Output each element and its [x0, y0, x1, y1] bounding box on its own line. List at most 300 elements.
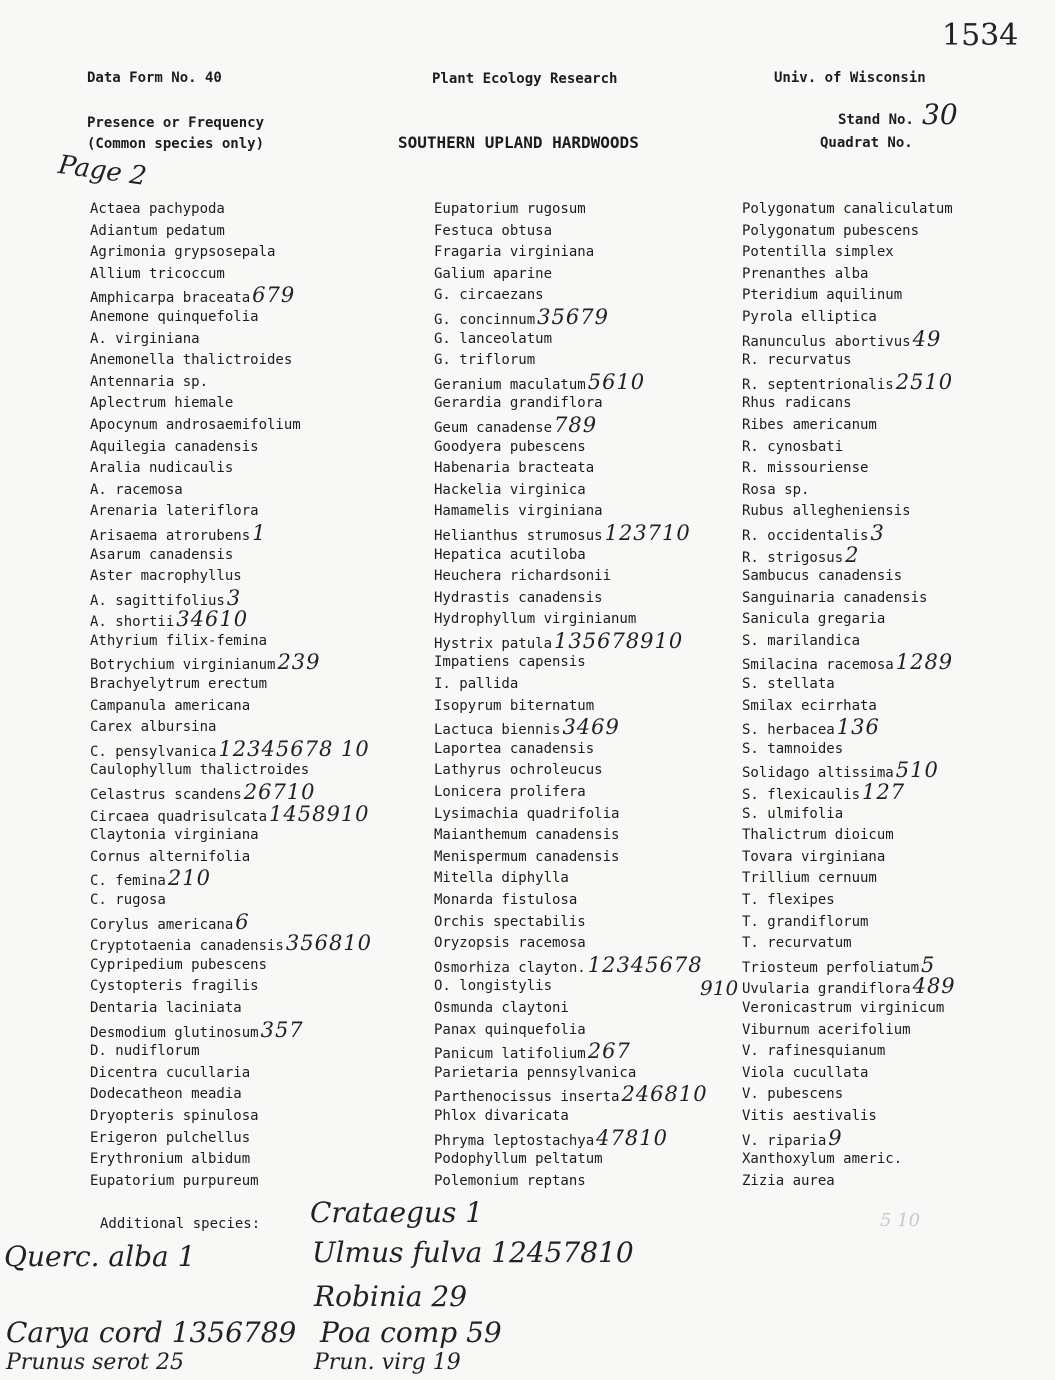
species-name: D. nudiflorum	[90, 1043, 200, 1060]
species-name: Rosa sp.	[742, 481, 810, 498]
species-name: Aster macrophyllus	[90, 568, 242, 585]
species-name: Carex albursina	[90, 719, 217, 736]
species-row	[742, 480, 956, 502]
species-name: Cornus alternifolia	[90, 848, 251, 865]
frequency-marks: 246810	[621, 1082, 708, 1107]
species-row	[742, 1106, 956, 1128]
species-name: V. riparia	[742, 1132, 827, 1149]
species-row	[742, 609, 956, 631]
species-row	[90, 350, 372, 372]
species-row	[434, 242, 708, 264]
frequency-marks: 3	[226, 585, 242, 610]
species-name: Sanicula gregaria	[742, 611, 886, 628]
species-name: Isopyrum biternatum	[434, 697, 595, 714]
species-row	[742, 890, 956, 912]
species-name: Panax quinquefolia	[434, 1021, 586, 1038]
species-name: Hydrophyllum virginianum	[434, 611, 637, 628]
species-name: Mitella diphylla	[434, 870, 569, 887]
species-name: G. lanceolatum	[434, 330, 553, 347]
frequency-marks: 239	[277, 650, 321, 675]
species-name: Zizia aurea	[742, 1172, 835, 1189]
species-row	[434, 804, 708, 826]
species-row	[434, 976, 708, 998]
species-row	[90, 696, 372, 718]
species-name: Cystopteris fragilis	[90, 978, 259, 995]
species-name: Smilax ecirrhata	[742, 697, 877, 714]
frequency-marks: 357	[260, 1017, 304, 1042]
species-name: Phryma leptostachya	[434, 1132, 595, 1149]
species-row	[434, 717, 708, 739]
species-column-1	[90, 199, 372, 1192]
species-name: Smilacina racemosa	[742, 657, 894, 674]
species-row	[434, 847, 708, 869]
species-name: Vitis aestivalis	[742, 1107, 877, 1124]
species-name: Orchis spectabilis	[434, 913, 586, 930]
species-name: S. stellata	[742, 676, 835, 693]
species-name: Festuca obtusa	[434, 222, 553, 239]
species-row	[742, 199, 956, 221]
species-name: Dentaria laciniata	[90, 999, 242, 1016]
species-column-3	[742, 199, 956, 1192]
species-name: Dicentra cucullaria	[90, 1064, 251, 1081]
species-name: R. septentrionalis	[742, 376, 894, 393]
species-row	[90, 1106, 372, 1128]
species-name: Celastrus scandens	[90, 787, 242, 804]
species-row	[90, 801, 372, 826]
species-row	[90, 480, 372, 502]
species-name: R. occidentalis	[742, 527, 869, 544]
additional-entry: Ulmus fulva 12457810	[312, 1236, 634, 1269]
species-row	[90, 909, 372, 934]
species-row	[742, 1149, 956, 1171]
species-name: T. grandiflorum	[742, 913, 869, 930]
species-name: Anemonella thalictroides	[90, 352, 293, 369]
species-name: Anemone quinquefolia	[90, 308, 259, 325]
species-name: Caulophyllum thalictroides	[90, 762, 310, 779]
quadrat-label: Quadrat No.	[820, 135, 913, 151]
species-name: Circaea quadrisulcata	[90, 808, 268, 825]
species-row	[742, 415, 956, 437]
page-note: Page 2	[56, 149, 149, 193]
species-name: A. shortii	[90, 614, 175, 631]
species-row	[742, 393, 956, 415]
species-row	[90, 307, 372, 329]
frequency-marks: 35679	[537, 304, 609, 329]
species-name: Actaea pachypoda	[90, 201, 225, 217]
species-name: O. longistylis	[434, 978, 553, 995]
species-name: Geum canadense	[434, 419, 553, 436]
species-row	[742, 566, 956, 588]
species-row	[434, 739, 708, 761]
species-name: Aplectrum hiemale	[90, 395, 234, 412]
species-name: S. flexicaulis	[742, 787, 861, 804]
species-row	[90, 585, 372, 610]
species-name: Eupatorium rugosum	[434, 201, 586, 217]
species-row	[434, 952, 708, 977]
species-name: Hackelia virginica	[434, 481, 586, 498]
species-row	[434, 264, 708, 286]
species-name: Asarum canadensis	[90, 546, 234, 563]
species-name: Erythronium albidum	[90, 1151, 251, 1168]
species-name: Adiantum pedatum	[90, 222, 225, 239]
species-row	[434, 350, 708, 372]
species-name: Rubus allegheniensis	[742, 503, 911, 520]
species-name: C. femina	[90, 873, 166, 890]
species-row	[90, 545, 372, 567]
species-name: Athyrium filix-femina	[90, 632, 268, 649]
species-row	[434, 588, 708, 610]
species-row	[742, 825, 956, 847]
species-row	[742, 542, 956, 567]
species-row	[434, 609, 708, 631]
species-name: Sambucus canadensis	[742, 568, 903, 585]
species-name: Fragaria virginiana	[434, 244, 595, 261]
species-row	[434, 437, 708, 459]
species-row	[742, 242, 956, 264]
species-name: Geranium maculatum	[434, 376, 586, 393]
species-name: Solidago altissima	[742, 765, 894, 782]
frequency-marks: 135678910	[554, 628, 684, 653]
species-name: Osmunda claytoni	[434, 999, 569, 1016]
additional-entry: Poa comp 59	[320, 1316, 502, 1349]
species-row	[90, 415, 372, 437]
species-name: Botrychium virginianum	[90, 657, 276, 674]
species-row	[90, 976, 372, 998]
species-row	[434, 890, 708, 912]
species-row	[742, 369, 956, 394]
species-name: Cryptotaenia canadensis	[90, 938, 284, 955]
species-name: Habenaria bracteata	[434, 460, 595, 477]
species-row	[434, 501, 708, 523]
species-name: Ranunculus abortivus	[742, 333, 911, 350]
species-name: Sanguinaria canadensis	[742, 589, 928, 606]
species-row	[434, 998, 708, 1020]
species-name: T. recurvatum	[742, 935, 852, 952]
species-name: Thalictrum dioicum	[742, 827, 894, 844]
species-row	[434, 782, 708, 804]
species-name: C. pensylvanica	[90, 743, 217, 760]
species-name: Trillium cernuum	[742, 870, 877, 887]
species-name: Antennaria sp.	[90, 373, 209, 390]
species-row	[742, 221, 956, 243]
frequency-marks: 1458910	[269, 801, 370, 826]
species-name: Hystrix patula	[434, 635, 553, 652]
species-name: Podophyllum peltatum	[434, 1151, 603, 1168]
species-row	[434, 329, 708, 351]
species-name: Parthenocissus inserta	[434, 1089, 620, 1106]
species-row	[434, 412, 708, 437]
frequency-marks: 3469	[562, 715, 620, 740]
species-row	[434, 1020, 708, 1042]
species-row	[742, 847, 956, 869]
species-row	[742, 458, 956, 480]
species-row	[90, 1128, 372, 1150]
species-name: R. cynosbati	[742, 438, 844, 455]
species-row	[90, 393, 372, 415]
species-row	[434, 912, 708, 934]
species-name: S. tamnoides	[742, 740, 844, 757]
species-name: S. herbacea	[742, 722, 835, 739]
species-row	[434, 199, 708, 221]
species-row	[90, 998, 372, 1020]
faint-mark: 5 10	[880, 1210, 921, 1231]
species-row	[742, 804, 956, 826]
species-row	[90, 1084, 372, 1106]
species-name: Oryzopsis racemosa	[434, 935, 586, 952]
species-row	[742, 631, 956, 653]
species-row	[90, 1017, 372, 1042]
species-row	[434, 393, 708, 415]
species-name: Dryopteris spinulosa	[90, 1107, 259, 1124]
frequency-marks: 12345678	[587, 952, 703, 977]
research-heading: Plant Ecology Research	[432, 71, 618, 87]
species-name: G. circaezans	[434, 287, 544, 304]
species-name: Lonicera prolifera	[434, 784, 586, 801]
frequency-marks: 2	[845, 542, 860, 567]
frequency-marks: 136	[836, 715, 880, 740]
species-row	[434, 1041, 708, 1063]
frequency-marks: 26710	[243, 780, 316, 805]
form-number: Data Form No. 40	[87, 70, 222, 86]
species-name: Rhus radicans	[742, 395, 852, 412]
species-name: Cypripedium pubescens	[90, 956, 268, 973]
species-column-2	[434, 199, 708, 1192]
species-name: Lathyrus ochroleucus	[434, 762, 603, 779]
species-row	[742, 674, 956, 696]
species-name: Erigeron pulchellus	[90, 1129, 251, 1146]
species-name: R. strigosus	[742, 549, 844, 566]
species-name: T. flexipes	[742, 892, 835, 908]
frequency-marks: 6	[235, 909, 250, 934]
species-name: Maianthemum canadensis	[434, 827, 620, 844]
species-name: Gerardia grandiflora	[434, 395, 603, 412]
species-name: Parietaria pennsylvanica	[434, 1064, 637, 1081]
additional-entry: Crataegus 1	[310, 1196, 484, 1229]
species-row	[742, 264, 956, 286]
additional-entry: Prunus serot 25	[6, 1350, 185, 1375]
species-row	[742, 976, 956, 998]
species-name: Desmodium glutinosum	[90, 1024, 259, 1041]
species-row	[434, 1125, 708, 1150]
species-row	[742, 437, 956, 459]
species-row	[90, 264, 372, 286]
species-name: Heuchera richardsonii	[434, 568, 612, 585]
species-row	[742, 350, 956, 372]
frequency-marks: 1289	[895, 650, 954, 675]
osmorhiza-extra-marks: 910	[700, 976, 739, 1000]
frequency-marks: 123710	[604, 520, 691, 545]
species-name: Uvularia grandiflora	[742, 981, 911, 998]
species-row	[742, 760, 956, 782]
catalog-number: 1534	[942, 18, 1019, 53]
species-name: Allium tricoccum	[90, 265, 225, 282]
species-row	[90, 674, 372, 696]
species-name: S. marilandica	[742, 632, 861, 649]
species-name: Hepatica acutiloba	[434, 546, 586, 563]
species-row	[742, 1171, 956, 1193]
species-row	[90, 782, 372, 804]
species-name: Eupatorium purpureum	[90, 1172, 259, 1189]
frequency-marks: 267	[587, 1039, 631, 1064]
frequency-marks: 9	[828, 1125, 843, 1150]
species-name: Agrimonia grypsosepala	[90, 244, 276, 261]
species-row	[90, 520, 372, 545]
frequency-marks: 34610	[176, 607, 249, 632]
species-name: Polemonium reptans	[434, 1172, 586, 1189]
species-row	[90, 221, 372, 243]
species-name: Hamamelis virginiana	[434, 503, 603, 520]
species-row	[90, 1149, 372, 1171]
species-name: Lactuca biennis	[434, 722, 561, 739]
species-row	[90, 847, 372, 869]
species-name: A. virginiana	[90, 330, 200, 347]
species-row	[742, 1041, 956, 1063]
species-row	[90, 760, 372, 782]
species-name: A. racemosa	[90, 481, 183, 498]
species-name: V. rafinesquianum	[742, 1043, 886, 1060]
species-name: Osmorhiza clayton.	[434, 959, 586, 976]
frequency-marks: 47810	[596, 1125, 668, 1150]
species-row	[90, 1063, 372, 1085]
species-row	[742, 912, 956, 934]
species-name: Campanula americana	[90, 697, 251, 714]
species-name: Dodecatheon meadia	[90, 1086, 242, 1103]
species-row	[434, 825, 708, 847]
species-name: Viola cucullata	[742, 1064, 869, 1081]
species-row	[742, 307, 956, 329]
additional-entry: Carya cord 1356789	[6, 1316, 297, 1349]
species-name: Xanthoxylum americ.	[742, 1151, 903, 1168]
species-name: Phlox divaricata	[434, 1107, 569, 1124]
species-row	[90, 566, 372, 588]
species-row	[742, 1125, 956, 1150]
species-row	[434, 458, 708, 480]
frequency-marks: 1	[252, 520, 267, 545]
species-row	[434, 868, 708, 890]
species-name: Prenanthes alba	[742, 265, 869, 282]
species-row	[742, 1020, 956, 1042]
species-name: Potentilla simplex	[742, 244, 894, 261]
species-row	[90, 631, 372, 653]
species-name: C. rugosa	[90, 892, 166, 908]
species-name: R. recurvatus	[742, 352, 852, 369]
species-name: Goodyera pubescens	[434, 438, 586, 455]
species-row	[90, 242, 372, 264]
frequency-marks: 789	[554, 412, 598, 437]
frequency-marks: 210	[167, 866, 211, 891]
species-row	[434, 1149, 708, 1171]
species-row	[434, 652, 708, 674]
species-row	[90, 372, 372, 394]
species-row	[742, 696, 956, 718]
species-row	[90, 199, 372, 221]
species-name: Impatiens capensis	[434, 654, 586, 671]
species-row	[434, 285, 708, 307]
species-row	[90, 933, 372, 955]
university-heading: Univ. of Wisconsin	[774, 70, 926, 86]
species-row	[90, 501, 372, 523]
species-row	[434, 304, 708, 329]
species-row	[742, 952, 956, 977]
species-name: R. missouriense	[742, 460, 869, 477]
species-row	[434, 566, 708, 588]
species-row	[90, 1171, 372, 1193]
species-row	[90, 868, 372, 890]
species-name: Tovara virginiana	[742, 848, 886, 865]
species-row	[90, 458, 372, 480]
species-name: V. pubescens	[742, 1086, 844, 1103]
species-row	[742, 782, 956, 804]
additional-entry: Prun. virg 19	[314, 1350, 461, 1375]
species-row	[742, 998, 956, 1020]
species-row	[742, 520, 956, 545]
species-row	[434, 628, 708, 653]
species-name: Corylus americana	[90, 916, 234, 933]
species-row	[742, 717, 956, 739]
species-row	[742, 1063, 956, 1085]
species-row	[434, 1084, 708, 1106]
species-row	[434, 545, 708, 567]
species-row	[90, 825, 372, 847]
species-row	[434, 369, 708, 394]
additional-species-label: Additional species:	[100, 1216, 261, 1232]
frequency-marks: 510	[895, 758, 939, 783]
frequency-marks: 489	[912, 974, 956, 999]
species-row	[742, 868, 956, 890]
species-name: Aralia nudicaulis	[90, 460, 234, 477]
species-name: G. concinnum	[434, 311, 536, 328]
species-name: Brachyelytrum erectum	[90, 676, 268, 693]
species-row	[90, 329, 372, 351]
species-row	[434, 1171, 708, 1193]
species-name: Helianthus strumosus	[434, 527, 603, 544]
species-name: Polygonatum pubescens	[742, 222, 920, 239]
species-row	[434, 933, 708, 955]
species-name: Apocynum androsaemifolium	[90, 416, 301, 433]
species-row	[742, 588, 956, 610]
species-name: Aquilegia canadensis	[90, 438, 259, 455]
species-name: Arenaria lateriflora	[90, 503, 259, 520]
species-row	[434, 760, 708, 782]
species-name: Claytonia virginiana	[90, 827, 259, 844]
species-row	[90, 717, 372, 739]
species-row	[434, 520, 708, 545]
species-row	[434, 1063, 708, 1085]
species-name: Triosteum perfoliatum	[742, 959, 920, 976]
species-name: Ribes americanum	[742, 416, 877, 433]
species-row	[434, 1106, 708, 1128]
species-row	[742, 285, 956, 307]
frequency-marks: 5	[921, 952, 936, 977]
species-row	[90, 285, 372, 307]
species-name: G. triflorum	[434, 352, 536, 369]
species-row	[90, 890, 372, 912]
presence-label: Presence or Frequency	[87, 115, 265, 131]
frequency-marks: 356810	[285, 931, 373, 956]
additional-entry: Robinia 29	[314, 1280, 468, 1313]
species-name: Pteridium aquilinum	[742, 287, 903, 304]
species-row	[434, 221, 708, 243]
species-row	[742, 739, 956, 761]
species-name: Menispermum canadensis	[434, 848, 620, 865]
species-name: Polygonatum canaliculatum	[742, 201, 953, 217]
frequency-marks: 2510	[895, 369, 954, 394]
species-row	[434, 480, 708, 502]
species-row	[742, 501, 956, 523]
species-row	[742, 1084, 956, 1106]
stand-label: Stand No.	[838, 112, 914, 128]
species-name: Veronicastrum virginicum	[742, 999, 945, 1016]
